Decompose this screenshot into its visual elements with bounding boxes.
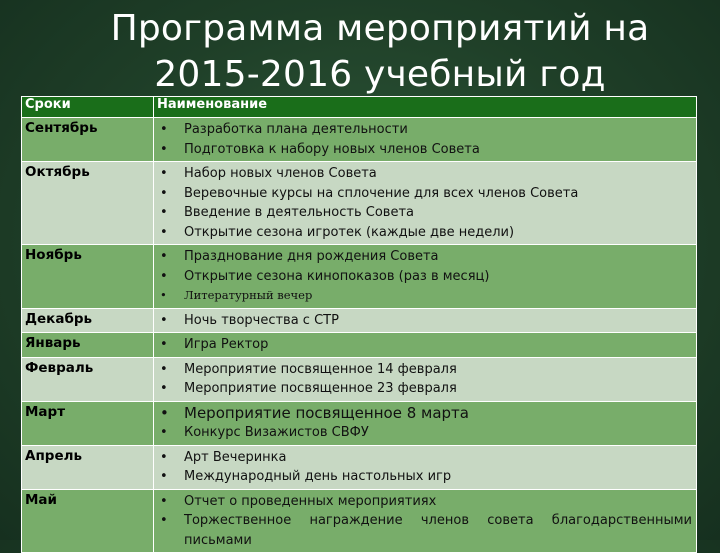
event-list	[154, 402, 696, 445]
events-cell	[154, 118, 697, 162]
month-cell: Январь	[22, 333, 154, 358]
events-cell	[154, 489, 697, 553]
title-line-2: 2015-2016 учебный год	[154, 54, 606, 95]
month-cell: Декабрь	[22, 308, 154, 333]
events-cell	[154, 245, 697, 309]
page-title	[0, 6, 720, 98]
table-row	[22, 308, 697, 333]
event-item: • Арт Вечеринка	[160, 448, 692, 468]
table-row	[22, 445, 697, 489]
event-list	[154, 333, 696, 357]
event-list	[154, 245, 696, 308]
event-item: • Мероприятие посвященное 14 февраля	[160, 360, 692, 380]
column-header-name: Наименование	[154, 97, 697, 118]
events-cell	[154, 445, 697, 489]
table-row	[22, 357, 697, 401]
event-item: • Литературный вечер	[160, 286, 692, 306]
event-item: • Набор новых членов Совета	[160, 164, 692, 184]
event-item: • Конкурс Визажистов СВФУ	[160, 423, 692, 443]
event-item: • Торжественное награждение членов совета благодарственными письмами	[160, 511, 692, 550]
event-item: • Мероприятие посвященное 8 марта	[160, 404, 692, 424]
event-list	[154, 309, 696, 333]
table-row	[22, 245, 697, 309]
event-item: • Введение в деятельность Совета	[160, 203, 692, 223]
table-row	[22, 489, 697, 553]
month-cell: Ноябрь	[22, 245, 154, 309]
event-item: • Игра Ректор	[160, 335, 692, 355]
month-cell: Октябрь	[22, 162, 154, 245]
event-item: • Ночь творчества с СТР	[160, 311, 692, 331]
events-cell	[154, 162, 697, 245]
month-cell: Март	[22, 401, 154, 445]
table-row	[22, 333, 697, 358]
table-row	[22, 401, 697, 445]
event-item: • Открытие сезона кинопоказов (раз в месяц)	[160, 267, 692, 287]
events-cell	[154, 357, 697, 401]
event-item: • Мероприятие посвященное 23 февраля	[160, 379, 692, 399]
table-header-row	[22, 97, 697, 118]
month-cell: Май	[22, 489, 154, 553]
event-list	[154, 358, 696, 401]
event-item: • Разработка плана деятельности	[160, 120, 692, 140]
event-item: • Празднование дня рождения Совета	[160, 247, 692, 267]
event-item: • Международный день настольных игр	[160, 467, 692, 487]
month-cell: Сентябрь	[22, 118, 154, 162]
events-cell	[154, 308, 697, 333]
title-line-1: Программа мероприятий на	[110, 8, 650, 49]
event-list	[154, 446, 696, 489]
column-header-period: Сроки	[22, 97, 154, 118]
event-list	[154, 118, 696, 161]
events-cell	[154, 401, 697, 445]
event-item: • Отчет о проведенных мероприятиях	[160, 492, 692, 512]
table-row	[22, 118, 697, 162]
table-row	[22, 162, 697, 245]
event-item: • Открытие сезона игротек (каждые две недели)	[160, 223, 692, 243]
event-item: • Веревочные курсы на сплочение для всех членов Совета	[160, 184, 692, 204]
events-cell	[154, 333, 697, 358]
event-list	[154, 162, 696, 244]
event-item: • Подготовка к набору новых членов Совета	[160, 140, 692, 160]
month-cell: Февраль	[22, 357, 154, 401]
program-table	[21, 96, 697, 553]
month-cell: Апрель	[22, 445, 154, 489]
event-list	[154, 490, 696, 553]
